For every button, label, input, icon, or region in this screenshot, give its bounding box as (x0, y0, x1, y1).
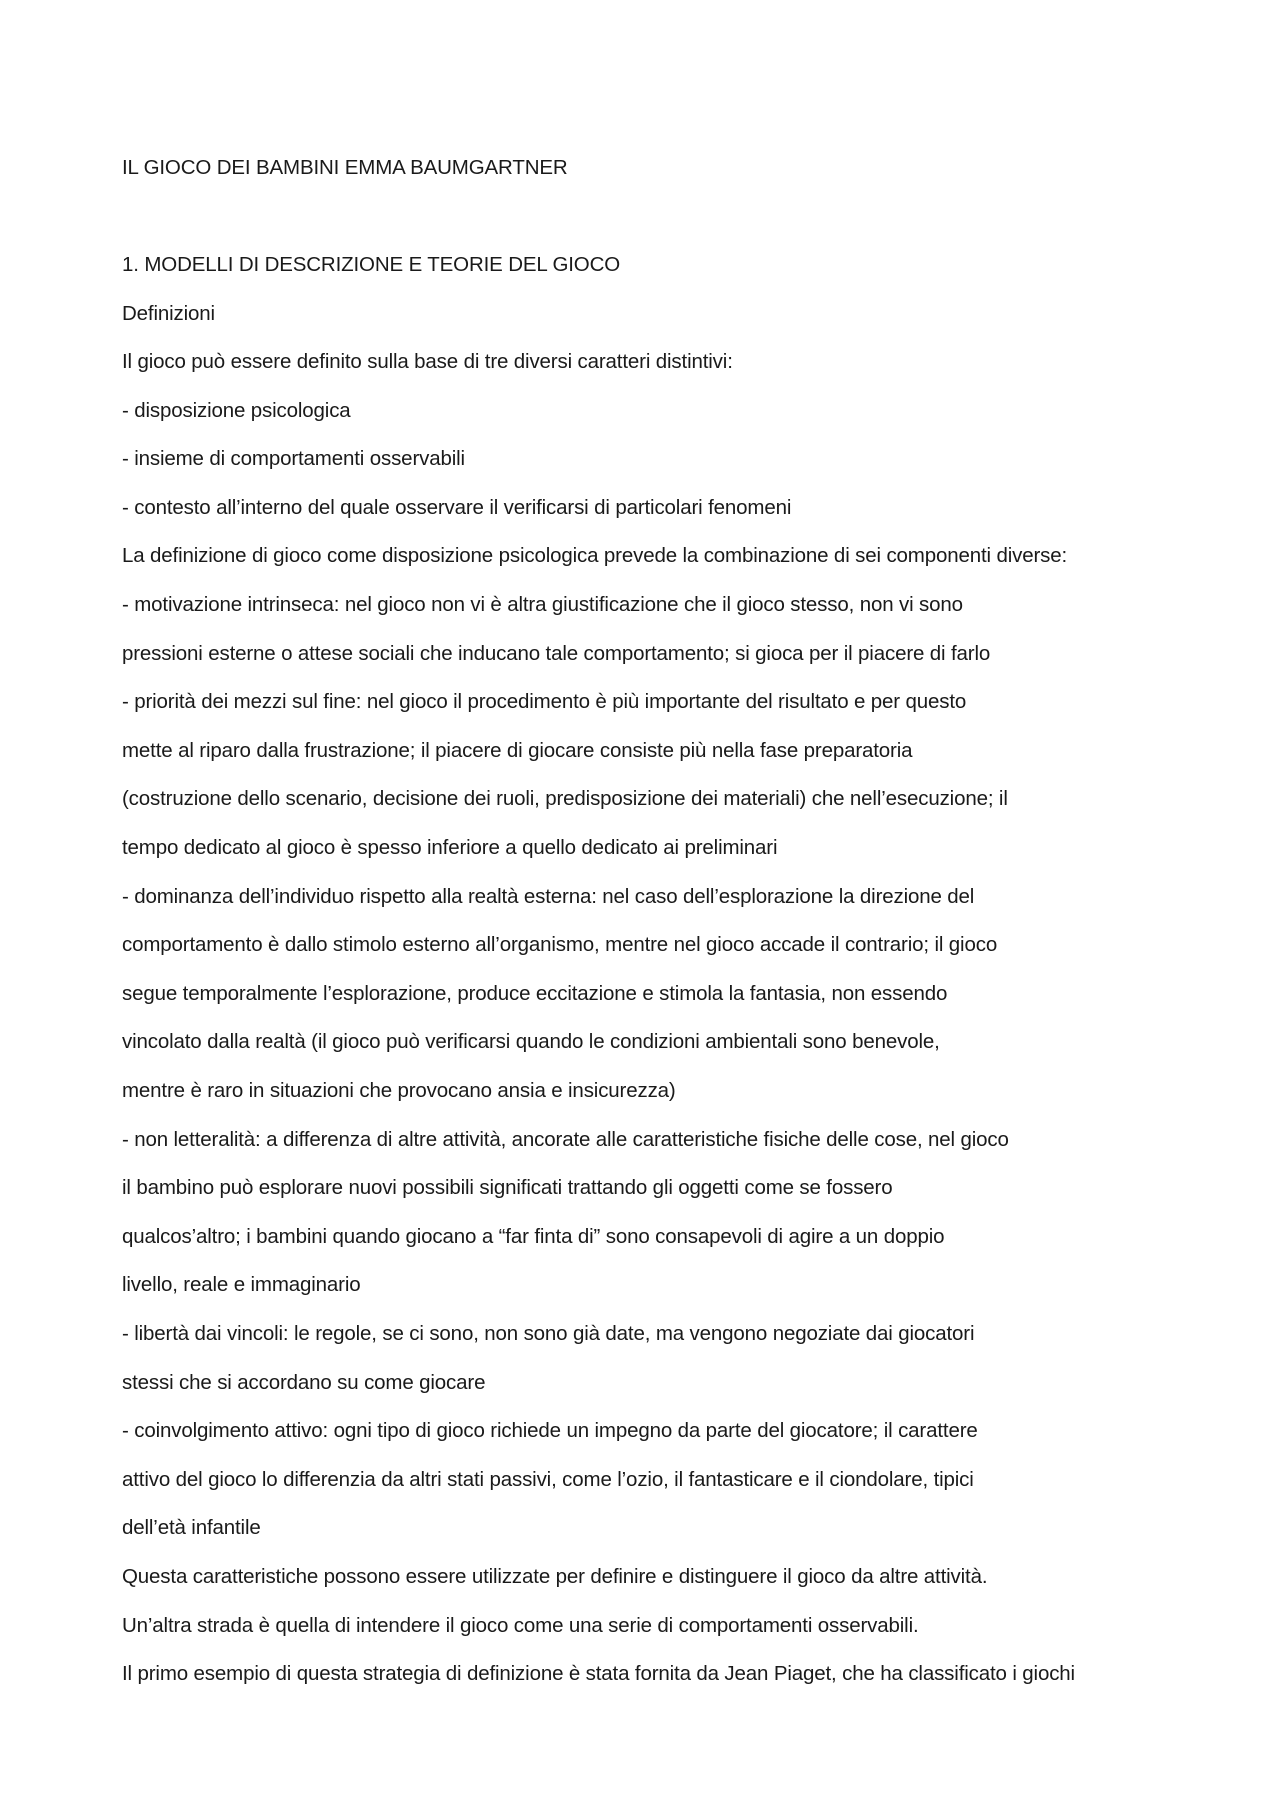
body-line: (costruzione dello scenario, decisione dei ruoli, predisposizione dei materiali) che nell’esecuzione; il (122, 787, 1008, 811)
body-line: Il primo esempio di questa strategia di definizione è stata fornita da Jean Piaget, che ha classificato i giochi (122, 1662, 1075, 1686)
body-line: vincolato dalla realtà (il gioco può verificarsi quando le condizioni ambientali sono benevole, (122, 1030, 940, 1054)
body-line: Questa caratteristiche possono essere utilizzate per definire e distinguere il gioco da altre attività. (122, 1565, 988, 1588)
body-line: pressioni esterne o attese sociali che inducano tale comportamento; si gioca per il piacere di farlo (122, 641, 991, 665)
body-line: - motivazione intrinseca: nel gioco non vi è altra giustificazione che il gioco stesso, non vi sono (122, 593, 963, 616)
body-line: - non letteralità: a differenza di altre attività, ancorate alle caratteristiche fisiche delle cose, nel gioco (122, 1127, 1009, 1151)
body-line: Un’altra strada è quella di intendere il gioco come una serie di comportamenti osservabili. (122, 1613, 919, 1637)
body-line: mentre è raro in situazioni che provocano ansia e insicurezza) (122, 1079, 676, 1102)
section-heading: 1. MODELLI DI DESCRIZIONE E TEORIE DEL GIOCO (122, 253, 621, 276)
body-line: livello, reale e immaginario (122, 1273, 361, 1297)
body-line: - disposizione psicologica (122, 398, 351, 422)
body-line: - libertà dai vincoli: le regole, se ci sono, non sono già date, ma vengono negoziate dai giocatori (122, 1322, 975, 1345)
document-title: IL GIOCO DEI BAMBINI EMMA BAUMGARTNER (122, 156, 568, 179)
body-line: dell’età infantile (122, 1516, 261, 1540)
body-line: tempo dedicato al gioco è spesso inferiore a quello dedicato ai preliminari (122, 836, 778, 859)
body-line: - coinvolgimento attivo: ogni tipo di gioco richiede un impegno da parte del giocatore; il carattere (122, 1419, 978, 1443)
body-line: - contesto all’interno del quale osservare il verificarsi di particolari fenomeni (122, 495, 792, 519)
body-line: mette al riparo dalla frustrazione; il piacere di giocare consiste più nella fase preparatoria (122, 738, 913, 762)
body-line: qualcos’altro; i bambini quando giocano a “far finta di” sono consapevoli di agire a un doppio (122, 1224, 945, 1248)
body-line: attivo del gioco lo differenzia da altri stati passivi, come l’ozio, il fantasticare e il ciondolare, tipici (122, 1467, 974, 1491)
body-line: La definizione di gioco come disposizione psicologica prevede la combinazione di sei componenti diverse: (122, 544, 1068, 568)
subheading: Definizioni (122, 302, 215, 325)
body-line: - insieme di comportamenti osservabili (122, 447, 465, 471)
body-line: - dominanza dell’individuo rispetto alla realtà esterna: nel caso dell’esplorazione la direzione del (122, 884, 975, 908)
body-line: Il gioco può essere definito sulla base di tre diversi caratteri distintivi: (122, 350, 733, 373)
body-line: comportamento è dallo stimolo esterno all’organismo, mentre nel gioco accade il contrario; il gioco (122, 933, 998, 957)
body-line: - priorità dei mezzi sul fine: nel gioco il procedimento è più importante del risultato e per questo (122, 690, 967, 714)
body-line: il bambino può esplorare nuovi possibili significati trattando gli oggetti come se fossero (122, 1176, 893, 1200)
body-line: stessi che si accordano su come giocare (122, 1370, 486, 1394)
body-line: segue temporalmente l’esplorazione, produce eccitazione e stimola la fantasia, non essendo (122, 981, 948, 1005)
